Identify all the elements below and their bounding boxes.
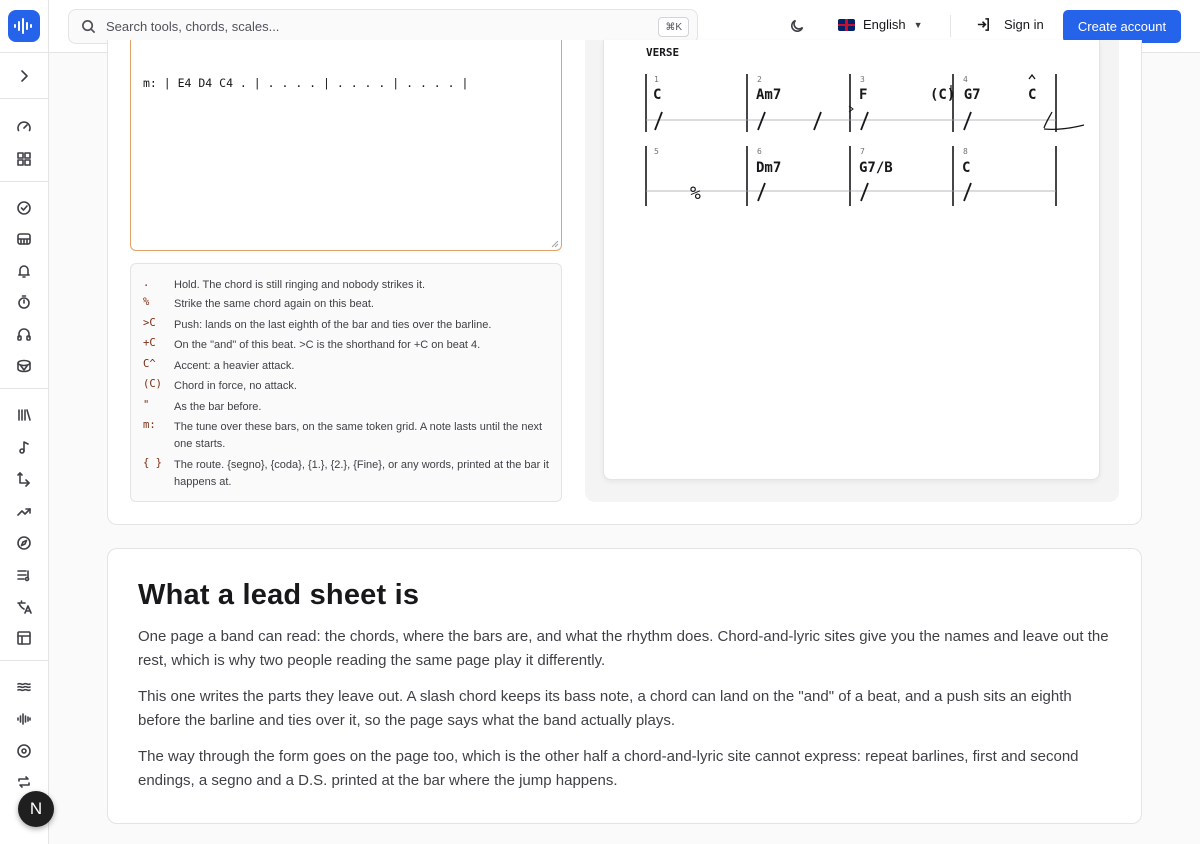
- sidebar-item-piano[interactable]: [14, 229, 34, 249]
- row1-bar-numbers: [654, 75, 968, 84]
- chord-symbol: C: [962, 160, 971, 176]
- legend-desc: Accent: a heavier attack.: [174, 360, 295, 372]
- text-lines-icon: [16, 567, 32, 583]
- sidebar-item-timer[interactable]: [14, 292, 34, 312]
- uk-flag-icon: [838, 19, 855, 31]
- compass-icon: [16, 535, 32, 551]
- legend-desc: Strike the same chord again on this beat.: [174, 298, 374, 310]
- legend-desc: The tune over these bars, on the same token grid. A note lasts until the next one starts.: [174, 421, 543, 450]
- chevron-right-icon: [16, 68, 32, 84]
- sidebar-divider: [0, 388, 48, 389]
- headphones-icon: [16, 326, 32, 342]
- expand-sidebar-button[interactable]: [14, 66, 34, 86]
- legend-key: ": [143, 399, 150, 411]
- row1-barlines: [646, 74, 1056, 132]
- chart-source-textarea[interactable]: [130, 40, 562, 251]
- audio-lines-icon: [16, 711, 32, 727]
- sidebar-item-drum[interactable]: [14, 356, 34, 376]
- sidebar-item-gauge[interactable]: [14, 117, 34, 137]
- sidebar-item-ear[interactable]: [14, 324, 34, 344]
- legend-desc: The route. {segno}, {coda}, {1.}, {2.}, {Fine}, or any words, printed at the bar it happens at.: [174, 459, 549, 488]
- chord-symbol: F: [859, 87, 868, 103]
- bar-number: 5: [654, 147, 659, 156]
- bar-number: 2: [757, 75, 762, 84]
- section-label: VERSE: [646, 46, 680, 59]
- legend-desc: Hold. The chord is still ringing and nobody strikes it.: [174, 279, 426, 291]
- sidebar: [0, 0, 49, 844]
- sidebar-item-progress[interactable]: [14, 501, 34, 521]
- chord-symbol: (C) G7: [930, 87, 981, 103]
- legend-desc: On the "and" of this beat. >C is the shorthand for +C on beat 4.: [174, 339, 481, 351]
- accent-mark: [1029, 75, 1035, 79]
- article-title: What a lead sheet is: [138, 579, 420, 611]
- bar-number: 1: [654, 75, 659, 84]
- translate-icon: [16, 599, 32, 615]
- music-note-icon: [16, 439, 32, 455]
- waveform-icon: [13, 17, 35, 35]
- sidebar-item-explore[interactable]: [14, 533, 34, 553]
- article-paragraph: One page a band can read: the chords, where the bars are, and what the rhythm does. Chord-and-lyric sites give you the names and leave out the rest, which is why two people reading the same page play it differently.: [138, 628, 1109, 669]
- log-in-icon: [976, 17, 991, 32]
- legend-desc: As the bar before.: [174, 401, 262, 413]
- legend-key: %: [143, 296, 150, 308]
- row2-bar-numbers: [654, 147, 968, 156]
- chart-source-text: m: | E4 D4 C4 . | . . . . | . . . . | . . . . |: [143, 76, 469, 90]
- repeat-icon: [16, 774, 32, 790]
- sidebar-item-tuner[interactable]: [14, 198, 34, 218]
- row1-slashes: [655, 112, 971, 130]
- chord-symbol: C: [1028, 87, 1037, 103]
- legend-key: m:: [143, 419, 156, 431]
- sidebar-item-translate[interactable]: [14, 597, 34, 617]
- moon-icon: [789, 18, 805, 34]
- lead-sheet-preview: [603, 40, 1100, 480]
- tie-mark: [1044, 112, 1084, 129]
- chord-symbol: G7/B: [859, 160, 893, 176]
- row1-chords: [653, 87, 1036, 103]
- article-card: [107, 548, 1142, 824]
- table-icon: [16, 630, 32, 646]
- sidebar-item-library[interactable]: [14, 405, 34, 425]
- chord-symbol: Am7: [756, 87, 782, 103]
- grid-icon: [16, 151, 32, 167]
- bar-number: 7: [860, 147, 865, 156]
- legend-key: C^: [143, 358, 156, 370]
- bar-number: 3: [860, 75, 865, 84]
- language-select[interactable]: [838, 17, 923, 32]
- chevron-down-icon: ▼: [913, 19, 923, 30]
- corner-arrow-icon: [16, 471, 32, 487]
- sidebar-divider: [0, 660, 48, 661]
- chord-symbol: Dm7: [756, 160, 782, 176]
- legend-desc: Push: lands on the last eighth of the bar and ties over the barline.: [174, 319, 492, 331]
- token-legend: [130, 263, 562, 502]
- legend-key: (C): [143, 378, 162, 390]
- create-account-button[interactable]: Create account: [1063, 10, 1181, 43]
- legend-key: +C: [143, 337, 156, 349]
- sidebar-item-note[interactable]: [14, 437, 34, 457]
- repeat-bar-symbol: %: [690, 183, 701, 204]
- sidebar-divider: [0, 98, 48, 99]
- sidebar-item-audio[interactable]: [14, 709, 34, 729]
- theme-toggle-button[interactable]: [789, 18, 807, 36]
- legend-desc: Chord in force, no attack.: [174, 380, 297, 392]
- header-divider: [950, 15, 951, 37]
- row2-chords: [690, 160, 970, 204]
- legend-key: { }: [143, 457, 162, 469]
- bell-icon: [16, 263, 32, 279]
- row2-slashes: [758, 183, 971, 201]
- search-shortcut-badge: ⌘K: [658, 17, 689, 37]
- search-input[interactable]: [68, 9, 698, 44]
- article-paragraph: This one writes the parts they leave out. A slash chord keeps its bass note, a chord can land on the "and" of a beat, and a push sits an eighth before the barline and ties over it, so the page says what the band actually plays.: [138, 688, 1072, 729]
- piano-icon: [16, 231, 32, 247]
- legend-key: .: [143, 277, 150, 289]
- search-icon: [81, 19, 96, 34]
- user-avatar[interactable]: [18, 791, 54, 827]
- check-circle-icon: [16, 200, 32, 216]
- sidebar-item-grid[interactable]: [14, 149, 34, 169]
- resize-handle-icon[interactable]: [551, 240, 559, 248]
- sidebar-divider: [0, 52, 48, 53]
- legend-key: >C: [143, 317, 156, 329]
- sign-in-label: Sign in: [1004, 17, 1044, 32]
- avatar-initial: N: [29, 799, 43, 818]
- sidebar-item-waves[interactable]: [14, 677, 34, 697]
- drum-icon: [16, 358, 32, 374]
- trending-icon: [16, 503, 32, 519]
- sidebar-item-intervals[interactable]: [14, 469, 34, 489]
- bar-number: 4: [963, 75, 968, 84]
- timer-icon: [16, 294, 32, 310]
- sidebar-divider: [0, 181, 48, 182]
- search-placeholder: Search tools, chords, scales...: [106, 19, 280, 34]
- chord-symbol: C: [653, 87, 662, 103]
- gauge-icon: [16, 119, 32, 135]
- sign-in-button[interactable]: [976, 17, 1044, 32]
- sidebar-item-metronome[interactable]: [14, 261, 34, 281]
- article-paragraph: The way through the form goes on the page too, which is the other half a chord-and-lyric site cannot express: repeat barlines, first and second endings, a segno and a D.S. printed at the bar where the jump happens.: [138, 748, 1079, 789]
- language-label: English: [863, 17, 906, 32]
- disc-icon: [16, 743, 32, 759]
- sidebar-item-vinyl[interactable]: [14, 741, 34, 761]
- waves-icon: [16, 679, 32, 695]
- sidebar-item-repeat[interactable]: [14, 772, 34, 792]
- sidebar-item-lyrics[interactable]: [14, 565, 34, 585]
- bar-number: 8: [963, 147, 968, 156]
- library-icon: [16, 407, 32, 423]
- lead-sheet-svg: [604, 40, 1100, 480]
- sidebar-item-table[interactable]: [14, 628, 34, 648]
- app-logo[interactable]: [8, 10, 40, 42]
- row2-barlines: [646, 146, 1056, 206]
- bar-number: 6: [757, 147, 762, 156]
